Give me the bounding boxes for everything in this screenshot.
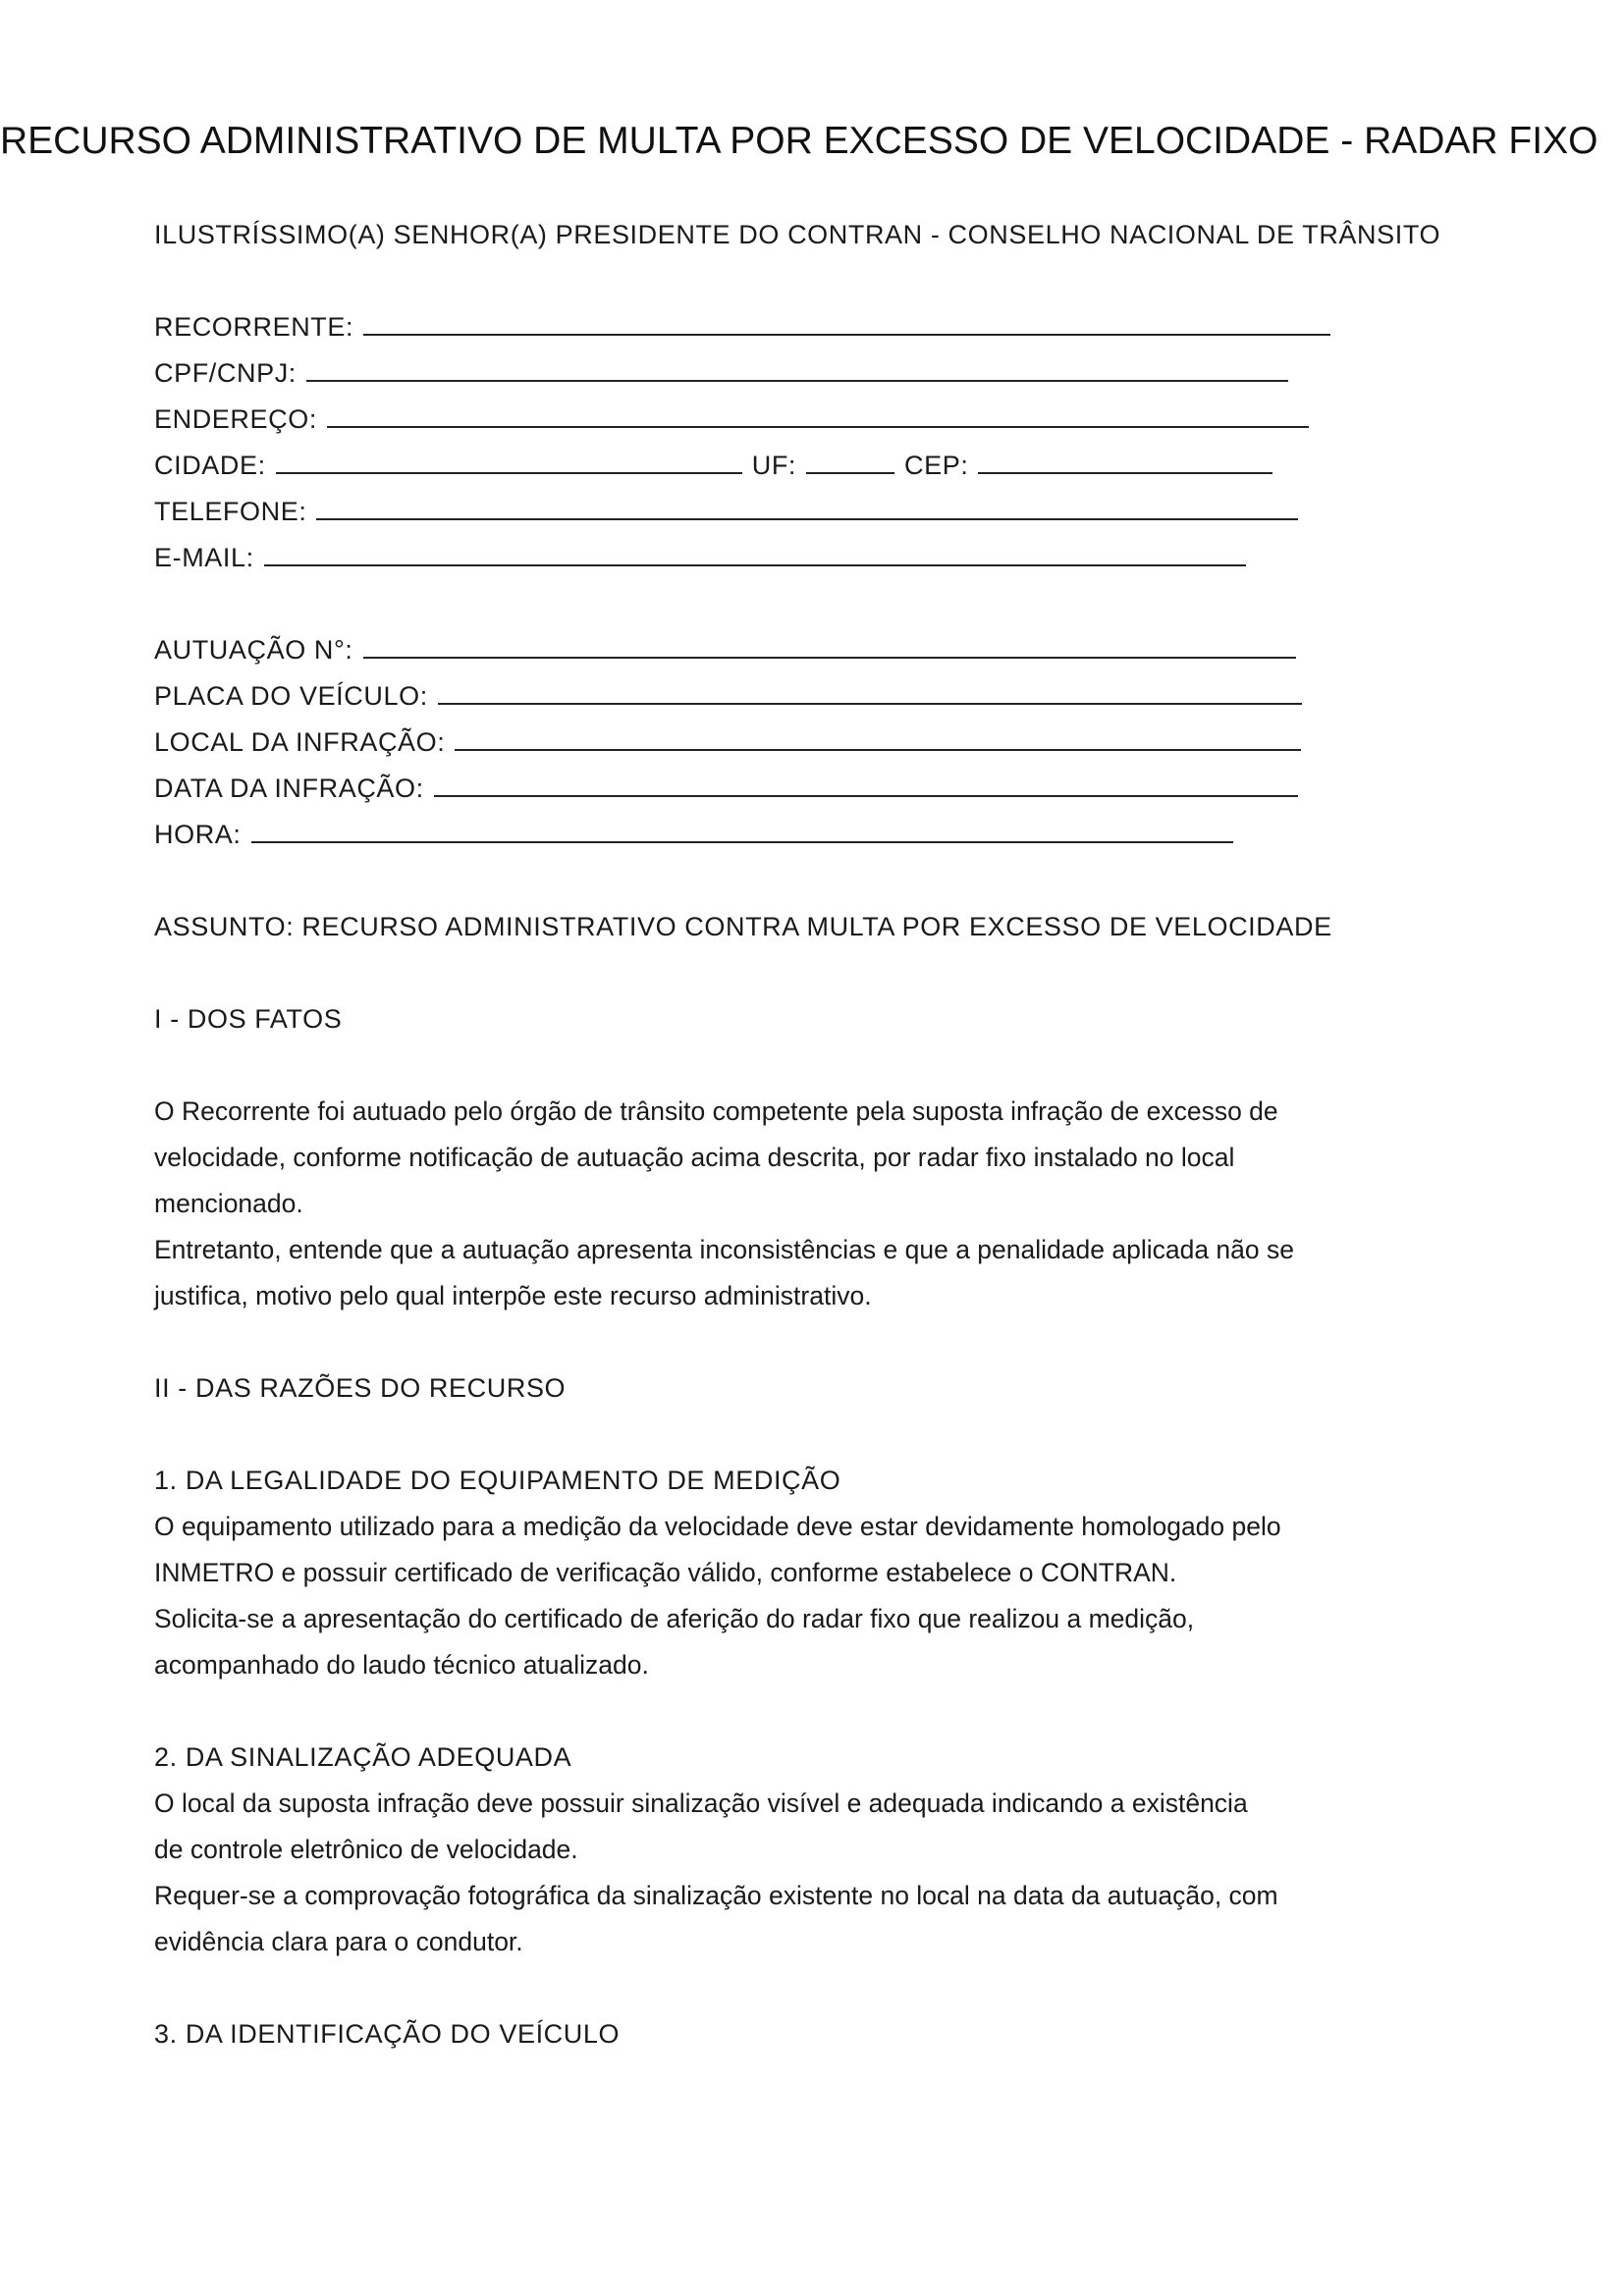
item-2-heading: 2. DA SINALIZAÇÃO ADEQUADA [154, 1742, 572, 1772]
placa-blank[interactable] [438, 673, 1302, 705]
data-infracao-label: DATA DA INFRAÇÃO: [154, 774, 424, 803]
spacer [154, 858, 1372, 904]
cidade-blank[interactable] [276, 443, 742, 474]
paragraph-line: INMETRO e possuir certificado de verificação válido, conforme estabelece o CONTRAN. [154, 1558, 1177, 1587]
placa-field [154, 673, 1372, 720]
paragraph-line: Solicita-se a apresentação do certificado de aferição do radar fixo que realizou a medição, [154, 1604, 1195, 1633]
telefone-label: TELEFONE: [154, 497, 307, 526]
spacer [154, 1319, 1372, 1365]
item-3-heading: 3. DA IDENTIFICAÇÃO DO VEÍCULO [154, 2019, 621, 2049]
document-body [154, 212, 1441, 2057]
autuacao-field [154, 627, 1372, 673]
hora-blank[interactable] [251, 812, 1233, 843]
paragraph-line: evidência clara para o condutor. [154, 1927, 523, 1956]
autuacao-blank[interactable] [363, 627, 1296, 659]
placa-label: PLACA DO VEÍCULO: [154, 681, 428, 711]
paragraph-line: mencionado. [154, 1189, 303, 1218]
paragraph-line: justifica, motivo pelo qual interpõe este recurso administrativo. [154, 1281, 872, 1310]
document-title: RECURSO ADMINISTRATIVO DE MULTA POR EXCESSO DE VELOCIDADE - RADAR FIXO [0, 120, 1598, 162]
paragraph-line: velocidade, conforme notificação de autuação acima descrita, por radar fixo instalado no local [154, 1143, 1235, 1172]
paragraph-line: acompanhado do laudo técnico atualizado. [154, 1650, 649, 1680]
data-infracao-field [154, 766, 1372, 812]
local-infracao-field [154, 720, 1372, 766]
cidade-label: CIDADE: [154, 451, 266, 480]
spacer [154, 1412, 1372, 1458]
cep-label: CEP: [904, 451, 969, 480]
cpf-cnpj-field [154, 350, 1372, 397]
item-1-heading: 1. DA LEGALIDADE DO EQUIPAMENTO DE MEDIÇÃO [154, 1466, 841, 1495]
spacer [154, 1042, 1372, 1089]
cpf-cnpj-blank[interactable] [306, 350, 1288, 382]
uf-blank[interactable] [806, 443, 894, 474]
hora-label: HORA: [154, 820, 242, 849]
uf-label: UF: [751, 451, 797, 480]
email-blank[interactable] [264, 535, 1246, 566]
endereco-blank[interactable] [327, 397, 1309, 428]
paragraph-line: O equipamento utilizado para a medição da velocidade deve estar devidamente homologado pelo [154, 1512, 1281, 1541]
paragraph-line: O local da suposta infração deve possuir sinalização visível e adequada indicando a existência [154, 1789, 1248, 1818]
data-infracao-blank[interactable] [434, 766, 1298, 797]
email-field [154, 535, 1372, 581]
section-1-heading: I - DOS FATOS [154, 1004, 343, 1034]
paragraph-line: de controle eletrônico de velocidade. [154, 1835, 578, 1864]
addressee-line: ILUSTRÍSSIMO(A) SENHOR(A) PRESIDENTE DO CONTRAN - CONSELHO NACIONAL DE TRÂNSITO [154, 220, 1441, 249]
local-infracao-label: LOCAL DA INFRAÇÃO: [154, 727, 446, 757]
spacer [154, 258, 1372, 304]
recorrente-field [154, 304, 1372, 350]
paragraph-line: Requer-se a comprovação fotográfica da sinalização existente no local na data da autuação, com [154, 1881, 1278, 1910]
recorrente-label: RECORRENTE: [154, 312, 354, 342]
spacer [154, 950, 1372, 996]
paragraph-line: O Recorrente foi autuado pelo órgão de trânsito competente pela suposta infração de excesso de [154, 1096, 1278, 1126]
cpf-cnpj-label: CPF/CNPJ: [154, 358, 297, 388]
telefone-field [154, 489, 1372, 535]
cep-blank[interactable] [978, 443, 1272, 474]
cidade-uf-cep-field [154, 443, 1372, 489]
spacer [154, 1965, 1372, 2011]
paragraph-line: Entretanto, entende que a autuação apresenta inconsistências e que a penalidade aplicada não se [154, 1235, 1294, 1264]
endereco-label: ENDEREÇO: [154, 404, 317, 434]
section-2-heading: II - DAS RAZÕES DO RECURSO [154, 1373, 567, 1403]
telefone-blank[interactable] [316, 489, 1298, 520]
autuacao-label: AUTUAÇÃO N°: [154, 635, 353, 665]
subject-line: ASSUNTO: RECURSO ADMINISTRATIVO CONTRA MULTA POR EXCESSO DE VELOCIDADE [154, 912, 1332, 941]
local-infracao-blank[interactable] [455, 720, 1301, 751]
spacer [154, 1688, 1372, 1735]
spacer [154, 581, 1372, 627]
recorrente-blank[interactable] [363, 304, 1330, 336]
endereco-field [154, 397, 1372, 443]
hora-field [154, 812, 1372, 858]
email-label: E-MAIL: [154, 543, 254, 572]
